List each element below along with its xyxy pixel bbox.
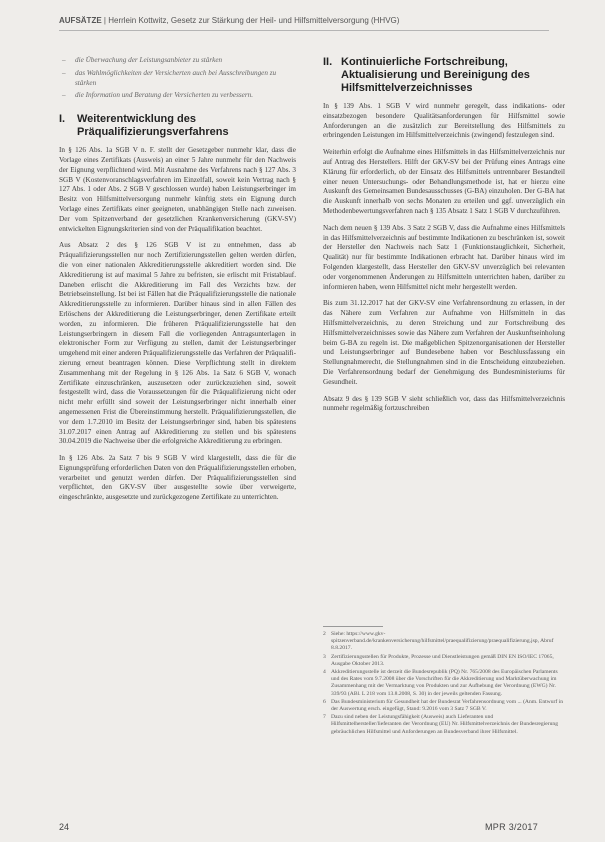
header-rule [59,30,549,31]
right-column [323,56,565,421]
list-item: – das Wahlmöglichkeiten der Versicherten auch bei Ausschreibungen zu stärken [62,68,277,87]
paragraph: Aus Absatz 2 des § 126 SGB V ist zu entnehmen, dass ab Präqualifizierungsstellen nur noch Zertifizierungsstellen gelten werden dürfen, die von einer nationalen Akkreditierungsstelle akkreditiert worden sind. Die Akkreditierung ist auf maximal 5 Jahre zu befristen, sie erlischt mit Fristablauf. Daneben erlischt die Akkreditierung im Fall des Verzichts bzw. der Betriebseinstellung. Ist bei ist Fällen hat die Präqualifizierungsstelle die nationale Akkreditierungsstelle zu informieren. Darüber hinaus sind in allen Fällen des Erlöschens der Akkreditierung die Leistungserbringer, denen Zertifikate erteilt worden, zu informieren. Die früheren Präqualifizierungsstelle hat den Leistungserbringern in diesem Fall die vorliegenden Antragsunterlagen in elektronischer Form zur Verfügung zu stellen, damit der Leistungserbringer umgehend mit einer anderen Präqualifizierungsstelle das Verfahren der Präqualifizierung erneut beantragen können. Diese Verpflichtung stellt in direktem Zusammenhang mit der Regelung in § 126 Abs. 1a Satz 6 SGB V, wonach Zertifikate einzuschränken, auszusetzen oder zurückzuziehen sind, soweit festgestellt wird, dass die Voraussetzungen für die Präqualifizierung nicht oder nicht mehr erfüllt sind soweit der Leistungserbringer nicht innerhalb einer angemessenen Frist die Übereinstimmung herstellt. Präqualifizierungsstellen, die vor dem 1.7.2010 im Besitz der Leistungserbringer sind, haben bis spätestens 31.07.2017 einen Antrag auf Akkreditierung zu stellen und bis spätestens 30.04.2019 die Nachweise über die erfolgreiche Akkreditierung zu erbringen. [59,241,296,446]
paragraph: Absatz 9 des § 139 SGB V sieht schließlich vor, dass das Hilfsmittelverzeichnis nunmehr regelmäßig fortzuschreiben [323,394,565,413]
page-number: 24 [59,822,70,832]
footnotes [323,626,565,737]
footnote: 7 Dazu sind neben der Leistungsfähigkeit (Ausweis) auch Lieferanten und Hilfsmittelhersteller/lieferanten der Verordnung (EU) Nr. Hilfsmittelverzeichnis der Bundesregierung gebräuchlichen Hilfsmittel und Anforderungen an Bundesverband ihrer Hilfsmittel. [323,714,558,735]
paragraph: In § 126 Abs. 1a SGB V n. F. stellt der Gesetzgeber nunmehr klar, dass die Vorlage eines Zertifikats (Ausweis) an einer 5 Jahre nunmehr für den Nachweis der Eignung verpflichtend wird. Mit Ausnahme des Verfahrens nach § 127 Abs. 3 SGB V (Kostenvoranschlagsverfahren im Einzelfall, soweit kein Vertrag nach § 127 Abs. 1 oder Abs. 2 SGB V geschlossen wurde) haben Leistungserbringer im Besitz von Hilfsmittelversorgung nunmehr künftig stets ein Eignung durch Vorlage eines Zertifikats einer geeigneten, unabhängigen Stelle nach zuweisen. Der vom Spitzenverband der gesetzlichen Krankenversicherung (GKV-SV) entwickelten Eignungskriterien sind von der Präqualifikation beachtet. [59,146,296,233]
paragraph: Weiterhin erfolgt die Aufnahme eines Hilfsmittels in das Hilfsmittelverzeichnis nur auf Antrag des Herstellers. Hilft der GKV-SV bei der Prüfung eines Antrags eine Klärung für erforderlich, ob der Einsatz des Hilfsmittels untrennbarer Bestandteil einer neuen Untersuchungs- oder Behandlungsmethode ist, hat er hierzu eine Auskunft des Gemeinsamen Bundesausschusses (G-BA) einzuholen. Der G-BA hat die Auskunft innerhalb von sechs Monaten zu erteilen und ggf. unverzüglich ein Methodenbewertungsverfahren nach § 135 Absatz 1 Satz 1 SGB V durchzuführen. [323,148,565,215]
footnote: 6 Das Bundesministerium für Gesundheit hat der Bundesrat Verfahrensordnung vom ... (Anm. Entwurf in der Auswertung ersch. eingefügt, Stand: 9.2016 vom 3 Satz 7 SGB V. [323,698,563,713]
footnote: 4 Akkreditierungsstelle ist derzeit die Bundesrepublik (PQ) Nr. 765/2008 des Europäischen Parlaments und des Rates vom 9.7.2008 über die Vorschriften für die Akkreditierung und Marktüberwachung im Zusammenhang mit der Vermarktung von Produkten und zur Aufhebung der Verordnung (EWG) Nr. 339/93 (ABl. L 218 vom 13.8.2008, S. 30) in der jeweils geltenden Fassung. [323,669,558,697]
paragraph: In § 139 Abs. 1 SGB V wird nunmehr geregelt, dass indikations- oder einsatzbezogen besondere Qualitätsanforderungen für Hilfsmittel sowie Anforderungen an die zusätzlich zur Bereitstellung des Hilfsmittels zu erbringenden Leistungen im Hilfsmittelverzeichnis (zwingend) festzulegen sind. [323,102,565,140]
section-title: Weiterentwicklung des Präqualifizierungsverfahrens [77,113,229,139]
goal-list [59,56,296,101]
section-label: AUFSÄTZE [59,16,102,25]
list-item: – die Überwachung der Leistungsanbieter zu stärken [62,56,223,64]
section-number: I. [59,113,66,126]
footnote: 3 Zertifizierungsstellen für Produkte, Prozesse und Dienstleistungen gemäß DIN EN ISO/IEC 17065, Ausgabe Oktober 2013. [323,653,554,667]
header-separator: | [103,16,106,25]
section-heading-1 [59,113,296,139]
section-number: II. [323,56,333,68]
paragraph: In § 126 Abs. 2a Satz 7 bis 9 SGB V wird klargestellt, dass die für die Eignungsprüfung erforderlichen Daten von den Präqualifizierungsstellen erhoben, verarbeitet und genutzt werden dürfen. Der Präqualifizierungsstellen sind verpflichtet, den GKV-SV über ausgestellte sowie über verweigerte, eingeschränkte, ausgesetzte und zurückgezogene Zertifikate zu unterrichten. [59,454,296,502]
header-title: Herrlein Kottwitz, Gesetz zur Stärkung der Heil- und Hilfsmittelversorgung (HHVG) [108,16,400,25]
section-heading-2 [323,56,565,95]
footnote: 2 Siehe: https://www.gkv-spitzenverband.de/krankenversicherung/hilfsmittel/praequalifizierung/praequalifizierung.jsp, Abruf 8.8.2017. [323,631,554,652]
list-item: – die Information und Beratung der Versicherten zu verbessern. [62,91,254,100]
paragraph: Bis zum 31.12.2017 hat der GKV-SV eine Verfahrensordnung zu erlassen, in der das Nähere zum Verfahren zur Aufnahme von Hilfsmitteln in das Hilfsmittelverzeichnis, zu deren Streichung und zur Fortschreibung des Hilfsmittelverzeichnisses sowie das Nähere zum Verfahren der Auskunftseinholung beim G-BA zu regeln ist. Die maßgeblichen Spitzenorganisationen der Hersteller und Leistungserbringer auf Bundesebene haben vor Beschlussfassung ein Stellungnahmerecht, die Stellungnahmen sind in die Entscheidung einzubeziehen. Die Verfahrensordnung bedarf der Genehmigung des Bundesministeriums für Gesundheit. [323,299,565,386]
section-title: Kontinuierliche Fortschreibung, Aktualisierung und Bereinigung des Hilfsmittelverzeichnisses [341,56,530,94]
left-column [59,56,296,510]
paragraph: Nach dem neuen § 139 Abs. 3 Satz 2 SGB V, dass die Aufnahme eines Hilfsmittels in das Hilfsmittelverzeichnis auf bestimmte Indikationen zu beschränken ist, soweit der Hersteller den Nachweis nach Satz 1 (Funktionstauglichkeit, Sicherheit, Qualität) nur für bestimmte Indikationen erbracht hat. Darüber hinaus wird im Folgenden klargestellt, dass Hersteller den GKV-SV unverzüglich bei relevanten oder vorgenommenen Änderungen zu Hilfsmitteln unterrichten haben, darüber zu informieren haben, wenn Hilfsmittel nicht mehr hergestellt werden. [323,223,565,291]
footnote-rule [323,626,383,627]
journal-issue: MPR 3/2017 [485,822,539,832]
running-header [59,16,559,26]
